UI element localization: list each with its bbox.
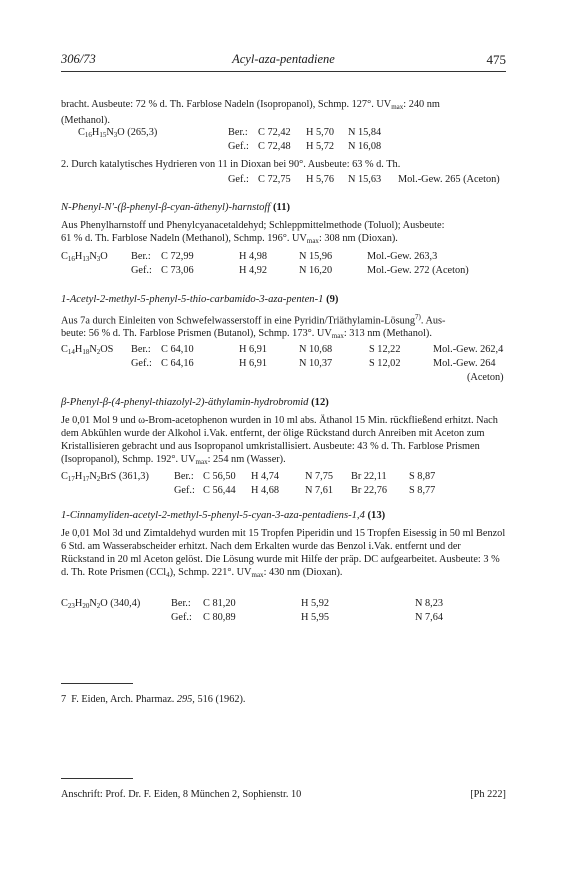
running-header [61, 52, 506, 70]
value-s: S 8,77 [409, 485, 436, 496]
analysis-row-gef [61, 485, 506, 499]
value-n: N 16,08 [348, 141, 382, 152]
value-n: N 15,63 [348, 174, 382, 185]
compound-title: β-Phenyl-β-(4-phenyl-thiazolyl-2)-äthylamin-hydrobromid [61, 397, 309, 408]
value-h: H 6,91 [239, 358, 268, 369]
mol-weight: Mol.-Gew. 262,4 [433, 344, 504, 355]
label-gef: Gef.: [174, 485, 195, 496]
analysis-row-ber [61, 598, 506, 612]
mol-weight: Mol.-Gew. 272 (Aceton) [367, 265, 469, 276]
formula: $C_{23}H_{20}N_2O$ (340,4) [61, 598, 141, 610]
paragraph-intro: bracht. Ausbeute: 72 % d. Th. Farblose Nadeln (Isopropanol), Schmp. 127°. $UV_{max}$: 240 nm (Methanol). [61, 99, 440, 126]
value-br: Br 22,11 [351, 471, 387, 482]
analysis-row-gef [78, 141, 498, 155]
value-s: S 12,22 [369, 344, 401, 355]
value-h: H 4,68 [251, 485, 280, 496]
value-n: N 7,75 [305, 471, 334, 482]
compound-heading-11 [61, 202, 506, 213]
value-h: H 6,91 [239, 344, 268, 355]
paragraph-13: Je 0,01 Mol 3d und Zimtaldehyd wurden mit 15 Tropfen Piperidin und 15 Tropfen Eisessig in 50 ml Benzol 6 Std. am Wasserabscheider erhitzt. Nach dem Erkalten wurde das Benzol i.Vak. entfernt und der Rückstand in 20 ml Aceton gelöst. Die Lösung wurde mit Hilfe der präp. DC aufgearbeitet. Ausbeute: 3 % d. Th. Rote Prismen (CCl$_4$), Schmp. 221°. $UV_{max}$: 430 nm (Dioxan). [61, 528, 506, 579]
value-c: C 72,75 [258, 174, 291, 185]
value-c: C 73,06 [161, 265, 194, 276]
compound-title: 1-Cinnamyliden-acetyl-2-methyl-5-phenyl-5-cyan-3-aza-pentadiens-1,4 [61, 510, 365, 521]
formula: $C_{17}H_{17}N_2BrS$ (361,3) [61, 471, 149, 483]
paragraph-11: Aus Phenylharnstoff und Phenylcyanacetaldehyd; Schleppmittelmethode (Toluol); Ausbeute: 61 % d. Th. Farblose Nadeln (Methanol), Schmp. 196°. $UV_{max}$: 308 nm (Dioxan). [61, 220, 445, 245]
value-h: H 5,92 [301, 598, 330, 609]
compound-number: (11) [272, 202, 291, 213]
address-text: Anschrift: Prof. Dr. F. Eiden, 8 München 2, Sophienstr. 10 [61, 789, 302, 800]
compound-number: (13) [367, 510, 386, 521]
journal-issue: 306/73 [61, 52, 96, 66]
analysis-row-gef [61, 265, 506, 279]
value-n: N 8,23 [415, 598, 444, 609]
value-h: H 4,74 [251, 471, 280, 482]
label-gef: Gef.: [131, 358, 152, 369]
compound-number: (12) [311, 397, 329, 408]
compound-title: 1-Acetyl-2-methyl-5-phenyl-5-thio-carbamido-3-aza-penten-1 [61, 294, 324, 305]
label-ber: Ber.: [228, 127, 248, 138]
label-ber: Ber.: [131, 344, 151, 355]
value-n: N 7,64 [415, 612, 444, 623]
value-c: C 81,20 [203, 598, 236, 609]
value-n: N 10,37 [299, 358, 333, 369]
paragraph-method-2: 2. Durch katalytisches Hydrieren von 11 in Dioxan bei 90°. Ausbeute: 63 % d. Th. [61, 159, 401, 170]
value-n: N 16,20 [299, 265, 333, 276]
compound-heading-13 [61, 510, 506, 521]
running-title: Acyl-aza-pentadiene [232, 52, 335, 66]
value-s: S 8,87 [409, 471, 436, 482]
formula: $C_{16}H_{15}N_3O$ (265,3) [78, 127, 158, 139]
value-br: Br 22,76 [351, 485, 388, 496]
value-n: N 10,68 [299, 344, 333, 355]
value-h: H 5,70 [306, 127, 335, 138]
label-gef: Gef.: [131, 265, 152, 276]
paragraph-9: Aus 7a durch Einleiten von Schwefelwasserstoff in eine Pyridin/Triäthylamin-Lösung$^{7)}$. Aus- beute: 56 % d. Th. Farblose Prismen (Butanol), Schmp. 173°. $UV_{max}$: 313 nm (Methanol). [61, 313, 446, 341]
analysis-row-ber [61, 344, 506, 358]
label-gef: Gef.: [171, 612, 192, 623]
value-c: C 72,99 [161, 251, 194, 262]
value-n: N 15,84 [348, 127, 382, 138]
value-c: C 80,89 [203, 612, 236, 623]
label-ber: Ber.: [171, 598, 191, 609]
value-h: H 5,76 [306, 174, 335, 185]
formula: $C_{14}H_{18}N_2OS$ [61, 344, 114, 356]
compound-heading-12 [61, 397, 506, 408]
reference-code: [Ph 222] [470, 789, 506, 800]
value-n: N 7,61 [305, 485, 334, 496]
value-c: C 64,16 [161, 358, 194, 369]
value-c: C 72,42 [258, 127, 291, 138]
label-gef: Gef.: [228, 174, 249, 185]
label-ber: Ber.: [174, 471, 194, 482]
analysis-row-gef [61, 358, 506, 372]
value-h: H 5,95 [301, 612, 330, 623]
value-n: N 15,96 [299, 251, 333, 262]
value-c: C 56,44 [203, 485, 236, 496]
address-rule [61, 778, 133, 779]
analysis-row-gef-2 [78, 174, 506, 188]
footnote-7: 7 F. Eiden, Arch. Pharmaz. 295, 516 (1962). [61, 694, 246, 705]
page-number: 475 [486, 52, 506, 67]
analysis-row-ber [61, 471, 506, 485]
value-h: H 4,92 [239, 265, 268, 276]
solvent-note: (Aceton) [467, 372, 504, 383]
compound-number: (9) [326, 294, 339, 305]
value-h: H 5,72 [306, 141, 335, 152]
analysis-row-ber [61, 251, 506, 265]
formula: $C_{16}H_{13}N_3O$ [61, 251, 108, 263]
value-c: C 56,50 [203, 471, 236, 482]
footnote-rule [61, 683, 133, 684]
value-s: S 12,02 [369, 358, 401, 369]
compound-title: N-Phenyl-N'-(β-phenyl-β-cyan-äthenyl)-harnstoff [61, 202, 271, 213]
mol-weight: Mol.-Gew. 265 (Aceton) [398, 174, 500, 185]
analysis-row-ber [78, 127, 498, 141]
analysis-row-gef [61, 612, 506, 626]
author-address [61, 789, 506, 800]
compound-heading-9 [61, 294, 506, 305]
value-h: H 4,98 [239, 251, 268, 262]
label-ber: Ber.: [131, 251, 151, 262]
paragraph-12: Je 0,01 Mol 9 und ω-Brom-acetophenon wurden in 10 ml abs. Äthanol 15 Min. rückfließend erhitzt. Nach dem Abkühlen wurde der Alkohol i.Vak. entfernt, der ölige Rückstand durch Anreiben mit Aceton zum Kristallisieren gebracht und aus Isopropanol umkristallisiert. Ausbeute: 43 % d. Th. Farblose Prismen (Isopropanol), Schmp. 192°. $UV_{max}$: 254 nm (Wasser). [61, 415, 498, 466]
mol-weight: Mol.-Gew. 264 [433, 358, 496, 369]
value-c: C 72,48 [258, 141, 291, 152]
header-rule [61, 71, 506, 72]
label-gef: Gef.: [228, 141, 249, 152]
mol-weight: Mol.-Gew. 263,3 [367, 251, 438, 262]
value-c: C 64,10 [161, 344, 194, 355]
